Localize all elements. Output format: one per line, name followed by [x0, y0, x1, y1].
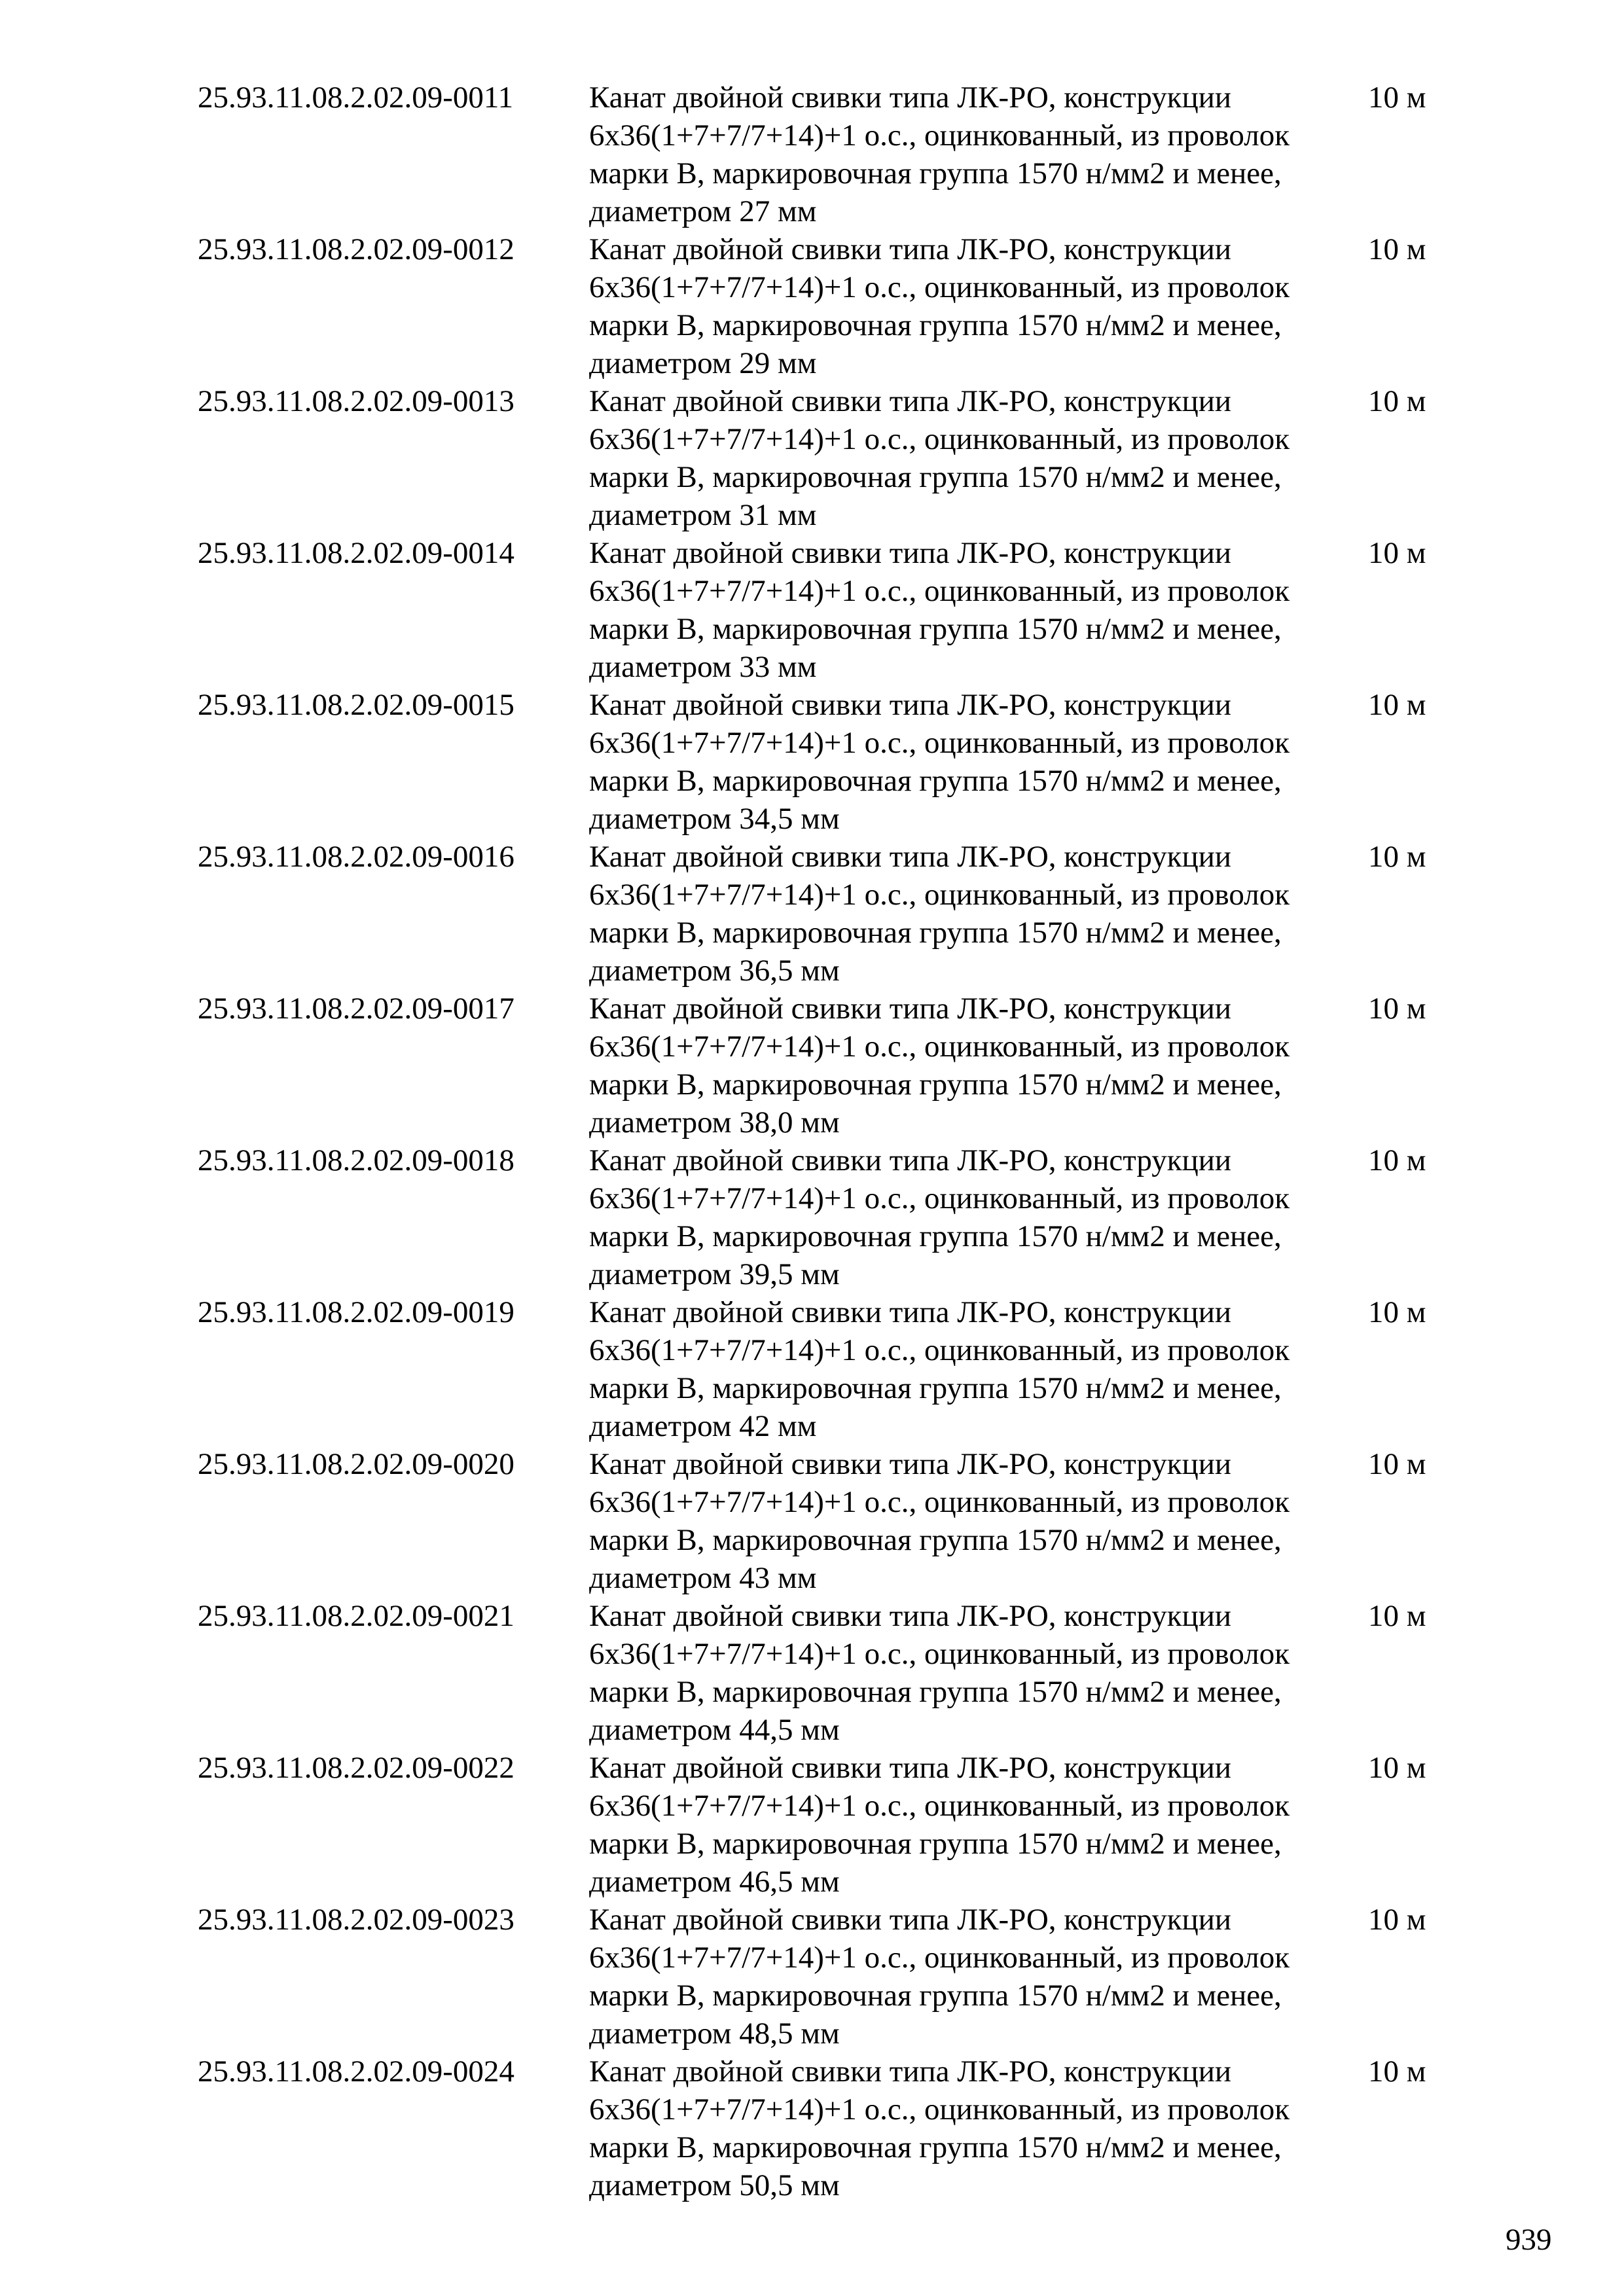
entry-code: 25.93.11.08.2.02.09-0020: [198, 1447, 514, 1481]
entry-unit: 10 м: [1368, 1447, 1426, 1481]
entry-code: 25.93.11.08.2.02.09-0015: [198, 688, 514, 722]
entry-row: [0, 230, 1624, 382]
description-line: 6х36(1+7+7/7+14)+1 о.с., оцинкованный, из проволок: [589, 118, 1290, 152]
entry-code: 25.93.11.08.2.02.09-0017: [198, 992, 514, 1026]
description-line: марки В, маркировочная группа 1570 н/мм2 и менее,: [589, 1979, 1282, 2013]
description-line: 6х36(1+7+7/7+14)+1 о.с., оцинкованный, из проволок: [589, 1941, 1290, 1975]
description-line: 6х36(1+7+7/7+14)+1 о.с., оцинкованный, из проволок: [589, 1637, 1290, 1671]
entry-code: 25.93.11.08.2.02.09-0024: [198, 2054, 514, 2089]
description-line: Канат двойной свивки типа ЛК-РО, конструкции: [589, 232, 1232, 266]
description-line: Канат двойной свивки типа ЛК-РО, конструкции: [589, 1295, 1232, 1329]
entry-unit: 10 м: [1368, 840, 1426, 874]
entry-unit: 10 м: [1368, 1751, 1426, 1785]
description-line: диаметром 31 мм: [589, 498, 817, 532]
entry-row: [0, 990, 1624, 1141]
description-line: марки В, маркировочная группа 1570 н/мм2 и менее,: [589, 1219, 1282, 1253]
description-line: Канат двойной свивки типа ЛК-РО, конструкции: [589, 840, 1232, 874]
entry-unit: 10 м: [1368, 1903, 1426, 1937]
entry-row: [0, 534, 1624, 686]
description-line: диаметром 29 мм: [589, 346, 817, 380]
entry-code: 25.93.11.08.2.02.09-0012: [198, 232, 514, 266]
description-line: Канат двойной свивки типа ЛК-РО, конструкции: [589, 1751, 1232, 1785]
description-line: диаметром 27 мм: [589, 194, 817, 228]
entry-code: 25.93.11.08.2.02.09-0022: [198, 1751, 514, 1785]
description-line: 6х36(1+7+7/7+14)+1 о.с., оцинкованный, из проволок: [589, 422, 1290, 456]
entry-code: 25.93.11.08.2.02.09-0021: [198, 1599, 514, 1633]
page-number: 939: [1506, 2223, 1552, 2257]
description-line: диаметром 43 мм: [589, 1561, 817, 1595]
description-line: 6х36(1+7+7/7+14)+1 о.с., оцинкованный, из проволок: [589, 1789, 1290, 1823]
entry-row: [0, 1445, 1624, 1597]
description-line: диаметром 36,5 мм: [589, 954, 840, 988]
description-line: марки В, маркировочная группа 1570 н/мм2 и менее,: [589, 1827, 1282, 1861]
entry-row: [0, 1141, 1624, 1293]
description-line: марки В, маркировочная группа 1570 н/мм2 и менее,: [589, 460, 1282, 494]
description-line: марки В, маркировочная группа 1570 н/мм2 и менее,: [589, 764, 1282, 798]
entry-code: 25.93.11.08.2.02.09-0016: [198, 840, 514, 874]
entry-unit: 10 м: [1368, 536, 1426, 570]
description-line: марки В, маркировочная группа 1570 н/мм2 и менее,: [589, 308, 1282, 342]
description-line: диаметром 50,5 мм: [589, 2168, 840, 2202]
entry-unit: 10 м: [1368, 384, 1426, 418]
description-line: 6х36(1+7+7/7+14)+1 о.с., оцинкованный, из проволок: [589, 878, 1290, 912]
description-line: марки В, маркировочная группа 1570 н/мм2 и менее,: [589, 156, 1282, 190]
entry-unit: 10 м: [1368, 1143, 1426, 1177]
description-line: диаметром 44,5 мм: [589, 1713, 840, 1747]
description-line: 6х36(1+7+7/7+14)+1 о.с., оцинкованный, из проволок: [589, 1333, 1290, 1367]
description-line: марки В, маркировочная группа 1570 н/мм2 и менее,: [589, 1371, 1282, 1405]
description-line: марки В, маркировочная группа 1570 н/мм2 и менее,: [589, 1067, 1282, 1102]
description-line: Канат двойной свивки типа ЛК-РО, конструкции: [589, 2054, 1232, 2089]
entry-code: 25.93.11.08.2.02.09-0011: [198, 81, 514, 115]
description-line: Канат двойной свивки типа ЛК-РО, конструкции: [589, 1599, 1232, 1633]
description-line: марки В, маркировочная группа 1570 н/мм2 и менее,: [589, 2130, 1282, 2164]
entry-unit: 10 м: [1368, 2054, 1426, 2089]
entry-row: [0, 79, 1624, 230]
entry-row: [0, 686, 1624, 838]
entry-code: 25.93.11.08.2.02.09-0019: [198, 1295, 514, 1329]
entry-unit: 10 м: [1368, 992, 1426, 1026]
description-line: 6х36(1+7+7/7+14)+1 о.с., оцинкованный, из проволок: [589, 1030, 1290, 1064]
description-line: 6х36(1+7+7/7+14)+1 о.с., оцинкованный, из проволок: [589, 726, 1290, 760]
entry-code: 25.93.11.08.2.02.09-0013: [198, 384, 514, 418]
description-line: Канат двойной свивки типа ЛК-РО, конструкции: [589, 1903, 1232, 1937]
description-line: диаметром 48,5 мм: [589, 2017, 840, 2051]
entry-code: 25.93.11.08.2.02.09-0018: [198, 1143, 514, 1177]
entry-code: 25.93.11.08.2.02.09-0014: [198, 536, 514, 570]
description-line: марки В, маркировочная группа 1570 н/мм2 и менее,: [589, 916, 1282, 950]
entry-row: [0, 1749, 1624, 1901]
description-line: диаметром 38,0 мм: [589, 1105, 840, 1139]
description-line: 6х36(1+7+7/7+14)+1 о.с., оцинкованный, из проволок: [589, 270, 1290, 304]
entry-unit: 10 м: [1368, 688, 1426, 722]
entry-row: [0, 382, 1624, 534]
entry-unit: 10 м: [1368, 232, 1426, 266]
description-line: 6х36(1+7+7/7+14)+1 о.с., оцинкованный, из проволок: [589, 1485, 1290, 1519]
description-line: 6х36(1+7+7/7+14)+1 о.с., оцинкованный, из проволок: [589, 1181, 1290, 1215]
description-line: диаметром 42 мм: [589, 1409, 817, 1443]
description-line: Канат двойной свивки типа ЛК-РО, конструкции: [589, 992, 1232, 1026]
description-line: диаметром 33 мм: [589, 650, 817, 684]
entry-unit: 10 м: [1368, 81, 1426, 115]
description-line: Канат двойной свивки типа ЛК-РО, конструкции: [589, 384, 1232, 418]
description-line: марки В, маркировочная группа 1570 н/мм2 и менее,: [589, 1675, 1282, 1709]
description-line: диаметром 34,5 мм: [589, 802, 840, 836]
entry-unit: 10 м: [1368, 1295, 1426, 1329]
entry-row: [0, 1901, 1624, 2053]
entry-row: [0, 2053, 1624, 2204]
description-line: марки В, маркировочная группа 1570 н/мм2 и менее,: [589, 612, 1282, 646]
description-line: марки В, маркировочная группа 1570 н/мм2 и менее,: [589, 1523, 1282, 1557]
entry-code: 25.93.11.08.2.02.09-0023: [198, 1903, 514, 1937]
description-line: Канат двойной свивки типа ЛК-РО, конструкции: [589, 536, 1232, 570]
description-line: 6х36(1+7+7/7+14)+1 о.с., оцинкованный, из проволок: [589, 574, 1290, 608]
entry-unit: 10 м: [1368, 1599, 1426, 1633]
entry-row: [0, 1293, 1624, 1445]
description-line: Канат двойной свивки типа ЛК-РО, конструкции: [589, 81, 1232, 115]
description-line: Канат двойной свивки типа ЛК-РО, конструкции: [589, 688, 1232, 722]
description-line: Канат двойной свивки типа ЛК-РО, конструкции: [589, 1447, 1232, 1481]
description-line: диаметром 39,5 мм: [589, 1257, 840, 1291]
description-line: 6х36(1+7+7/7+14)+1 о.с., оцинкованный, из проволок: [589, 2092, 1290, 2126]
description-line: диаметром 46,5 мм: [589, 1865, 840, 1899]
entry-row: [0, 838, 1624, 990]
description-line: Канат двойной свивки типа ЛК-РО, конструкции: [589, 1143, 1232, 1177]
entry-row: [0, 1597, 1624, 1749]
